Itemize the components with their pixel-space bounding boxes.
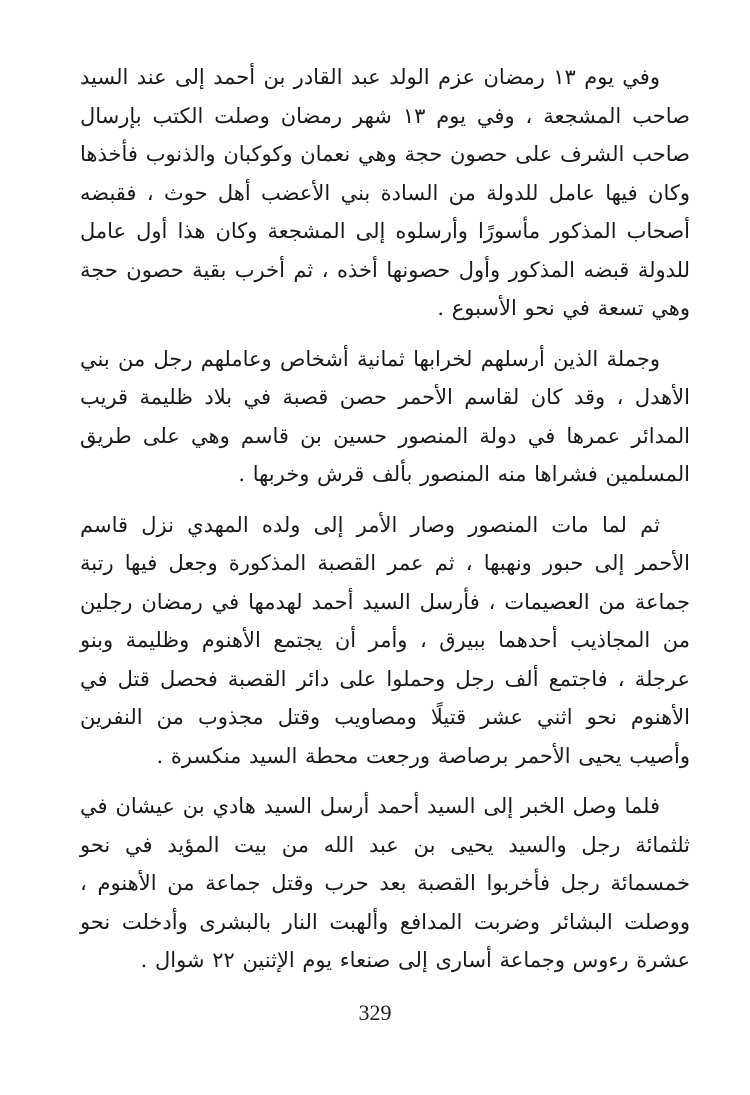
body-text (80, 58, 690, 992)
paragraph-1: وفي يوم ١٣ رمضان عزم الولد عبد القادر بن أحمد إلى عند السيد صاحب المشجعة ، وفي يوم ١٣ شهر رمضان وصلت الكتب بإرسال صاحب الشرف على حصون حجة وهي نعمان وكوكبان والذنوب فأخذها وكان فيها عامل للدولة من السادة بني الأعضب أهل حوث ، فقبضه أصحاب المذكور مأسورًا وأرسلوه إلى المشجعة وكان هذا أول عامل للدولة قبضه المذكور وأول حصونها أخذه ، ثم أخرب بقية حصون حجة وهي تسعة في نحو الأسبوع . (80, 65, 690, 320)
paragraph-3: ثم لما مات المنصور وصار الأمر إلى ولده المهدي نزل قاسم الأحمر إلى حبور ونهبها ، ثم عمر القصبة المذكورة وجعل فيها رتبة جماعة من العصيمات ، فأرسل السيد أحمد لهدمها في رمضان رجلين من المجاذيب أحدهما ببيرق ، وأمر أن يجتمع الأهنوم وظليمة وبنو عرجلة ، فاجتمع ألف رجل وحملوا على دائر القصبة فحصل قتل في الأهنوم نحو اثني عشر قتيلًا ومصاويب وقتل مجذوب من النفرين وأصيب يحيى الأحمر برصاصة ورجعت محطة السيد منكسرة . (80, 512, 690, 768)
paragraph-2: وجملة الذين أرسلهم لخرابها ثمانية أشخاص وعاملهم رجل من بني الأهدل ، وقد كان لقاسم الأحمر حصن قصبة في بلاد ظليمة قريب المدائر عمرها في دولة المنصور حسين بن قاسم وهي على طريق المسلمين فشراها منه المنصور بألف قرش وخربها . (80, 346, 690, 486)
page-number: 329 (358, 1000, 392, 1025)
paragraph-4: فلما وصل الخبر إلى السيد أحمد أرسل السيد هادي بن عيشان في ثلثمائة رجل والسيد يحيى بن عبد الله من بيت المؤيد في نحو خمسمائة رجل فأخربوا القصبة بعد حرب وقتل جماعة من الأهنوم ، ووصلت البشائر وضربت المدافع وألهبت النار بالبشرى وأدخلت نحو عشرة رءوس وجماعة أسارى إلى صنعاء يوم الإثنين ٢٢ شوال . (80, 794, 690, 972)
